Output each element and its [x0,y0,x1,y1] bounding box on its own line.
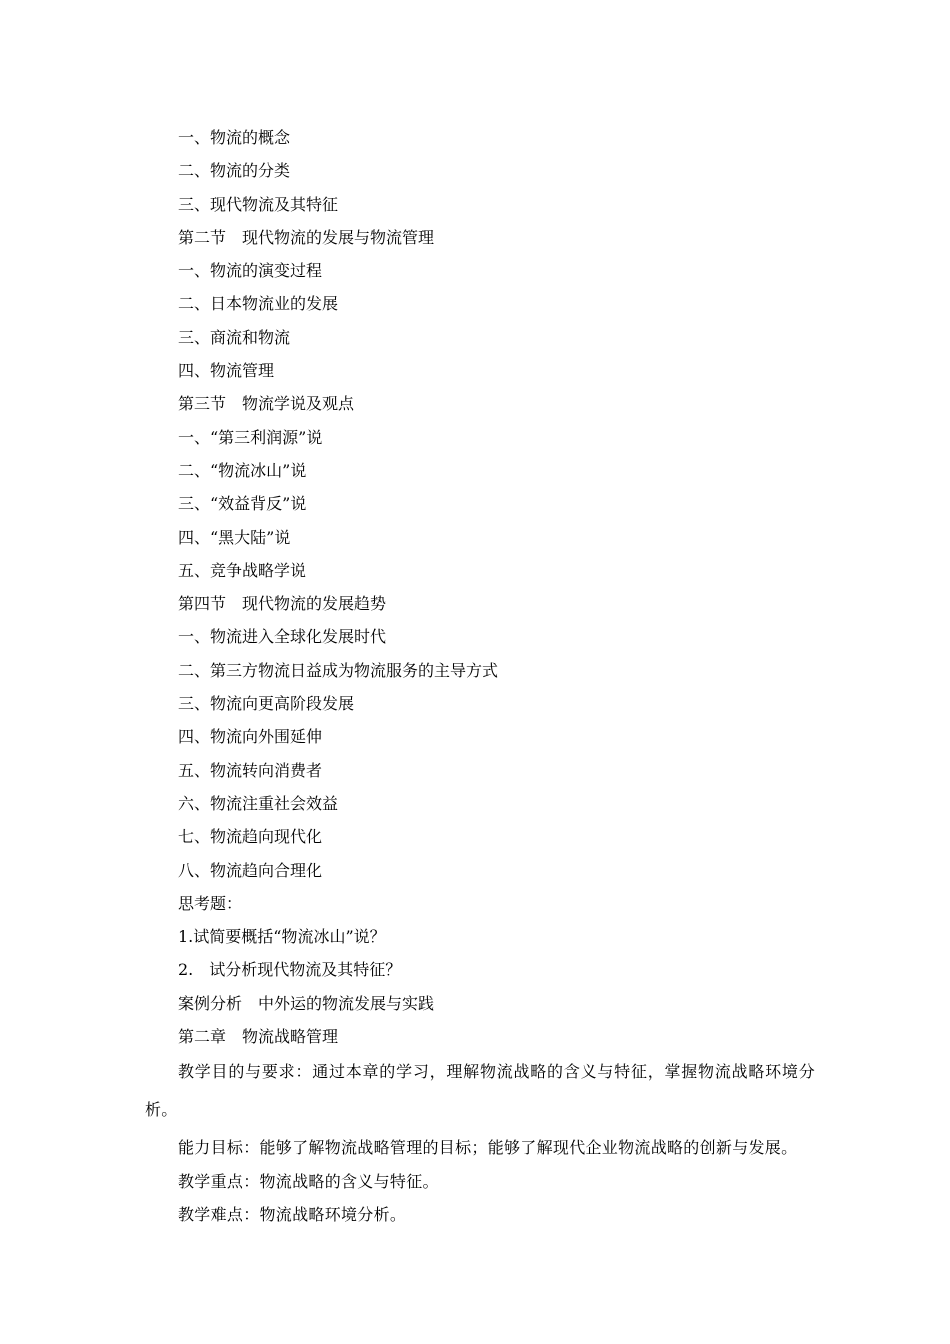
outline-item: 三、物流向更高阶段发展 [178,694,355,714]
outline-item: 一、物流的概念 [178,128,291,147]
outline-item: 二、日本物流业的发展 [178,294,339,314]
outline-item: 三、现代物流及其特征 [178,194,339,214]
outline-item: 四、物流向外围延伸 [178,727,323,747]
question-item: 2. 试分析现代物流及其特征？ [178,960,402,980]
outline-item: 七、物流趋向现代化 [178,827,323,847]
ability-goals-paragraph: 能力目标：能够了解物流战略管理的目标；能够了解现代企业物流战略的创新与发展。 [178,1138,798,1158]
question-item: 1.试简要概括“物流冰山”说？ [178,927,386,947]
outline-item: 六、物流注重社会效益 [178,793,339,813]
outline-item: 一、“第三利润源”说 [178,427,323,447]
outline-item: 四、“黑大陆”说 [178,527,291,547]
questions-heading: 思考题： [178,893,243,913]
outline-item: 一、物流的演变过程 [178,261,323,281]
outline-item: 八、物流趋向合理化 [178,860,323,880]
chapter-heading: 第二章 物流战略管理 [178,1027,339,1047]
difficult-points-paragraph: 教学难点：物流战略环境分析。 [178,1204,407,1224]
outline-item: 五、物流转向消费者 [178,760,323,780]
teaching-goals-paragraph: 教学目的与要求：通过本章的学习，理解物流战略的含义与特征，掌握物流战略环境分析。 [145,1062,815,1120]
outline-item: 五、竞争战略学说 [178,560,307,580]
document-body [145,121,815,1231]
outline-item: 一、物流进入全球化发展时代 [178,627,387,647]
section-heading: 第二节 现代物流的发展与物流管理 [178,227,435,247]
key-points-paragraph: 教学重点：物流战略的含义与特征。 [178,1171,439,1191]
outline-item: 二、物流的分类 [178,161,291,181]
outline-item: 二、“物流冰山”说 [178,460,307,480]
outline-item: 三、“效益背反”说 [178,494,307,514]
outline-item: 三、商流和物流 [178,327,291,347]
outline-item: 二、第三方物流日益成为物流服务的主导方式 [178,660,499,680]
section-heading: 第三节 物流学说及观点 [178,394,355,414]
outline-item: 四、物流管理 [178,361,275,381]
section-heading: 第四节 现代物流的发展趋势 [178,594,387,614]
case-study-heading: 案例分析 中外运的物流发展与实践 [178,993,435,1013]
